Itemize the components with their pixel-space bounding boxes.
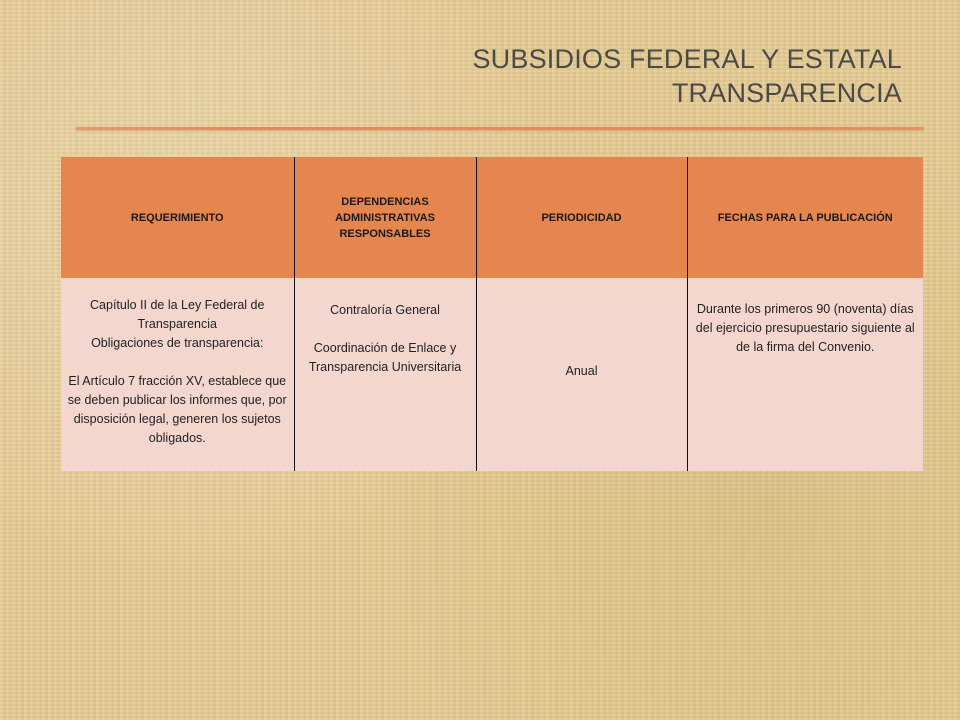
transparency-table: [61, 157, 923, 471]
cell-requerimiento: [61, 278, 294, 471]
slide-title-line-1: SUBSIDIOS FEDERAL Y ESTATAL: [472, 44, 902, 74]
slide-title-line-2: TRANSPARENCIA: [671, 78, 902, 108]
slide-title: [472, 42, 902, 110]
header-dependencias: DEPENDENCIAS ADMINISTRATIVAS RESPONSABLES: [294, 157, 476, 278]
cell-fechas-publicacion: Durante los primeros 90 (noventa) días del ejercicio presupuestario siguiente al de la firma del Convenio.: [687, 278, 923, 471]
title-divider: [76, 127, 924, 130]
header-requerimiento: REQUERIMIENTO: [61, 157, 294, 278]
dependencia-coordinacion: Coordinación de Enlace y Transparencia Universitaria: [308, 341, 462, 374]
table-row: [61, 278, 923, 471]
dependencia-contraloria: Contraloría General: [330, 303, 440, 317]
requerimiento-law-reference: Capítulo II de la Ley Federal de Transparencia: [90, 298, 265, 331]
requerimiento-article: El Artículo 7 fracción XV, establece que se deben publicar los informes que, por disposición legal, generen los sujetos obligados.: [67, 374, 287, 445]
header-fechas-publicacion: FECHAS PARA LA PUBLICACIÓN: [687, 157, 923, 278]
header-periodicidad: PERIODICIDAD: [476, 157, 687, 278]
cell-dependencias: [294, 278, 476, 471]
table-header-row: [61, 157, 923, 278]
requerimiento-obligations: Obligaciones de transparencia:: [91, 336, 264, 350]
cell-periodicidad: Anual: [476, 278, 687, 471]
